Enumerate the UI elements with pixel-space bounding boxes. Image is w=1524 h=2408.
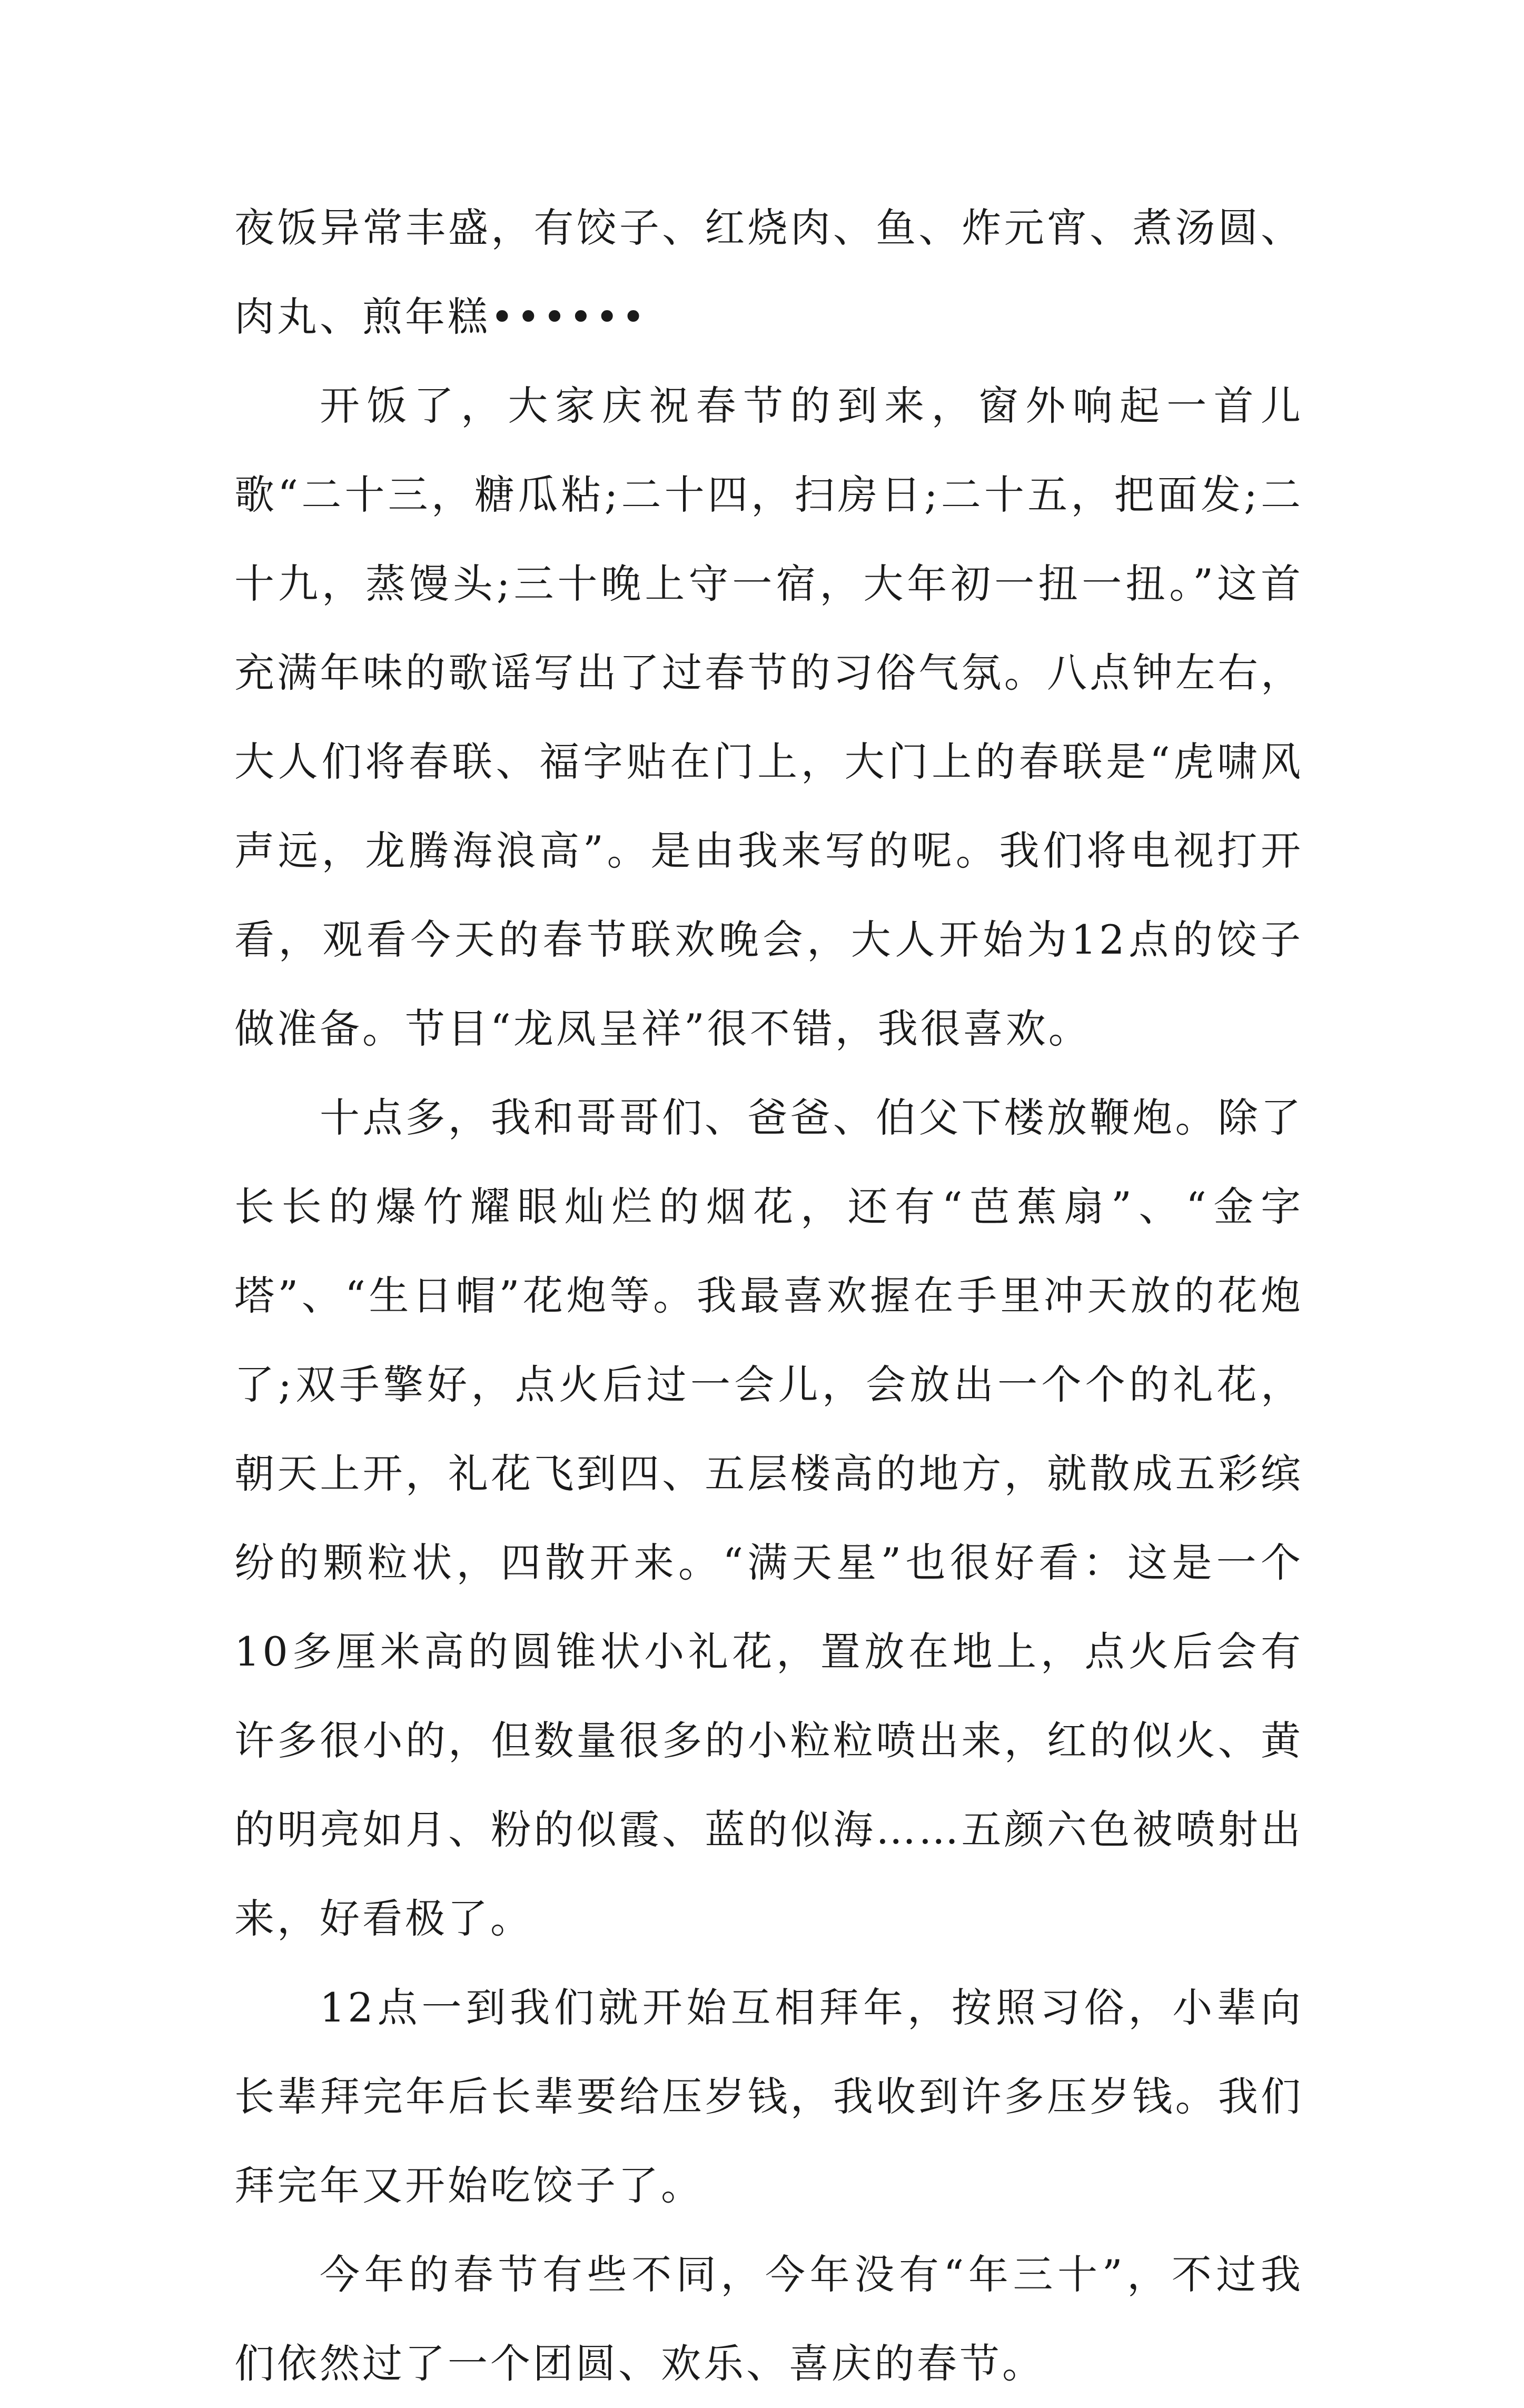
paragraph-dinner-songs: 开饭了，大家庆祝春节的到来，窗外响起一首儿歌“二十三，糖瓜粘;二十四，扫房日;二十五，把面发;二十九，蒸馒头;三十晚上守一宿，大年初一扭一扭。”这首充满年味的歌谣写出了过春节的习俗气氛。八点钟左右，大人们将春联、福字贴在门上，大门上的春联是“虎啸风声远，龙腾海浪高”。是由我来写的呢。我们将电视打开看，观看今天的春节联欢晚会，大人开始为12点的饺子做准备。节目“龙凤呈祥”很不错，我很喜欢。	[234, 382, 1303, 1052]
paragraph-conclusion: 今年的春节有些不同，今年没有“年三十”，不过我们依然过了一个团圆、欢乐、喜庆的春节。	[234, 2251, 1303, 2387]
body-text	[234, 183, 1303, 2408]
paragraph-new-year-greetings: 12点一到我们就开始互相拜年，按照习俗，小辈向长辈拜完年后长辈要给压岁钱，我收到许多压岁钱。我们拜完年又开始吃饺子了。	[234, 1984, 1303, 2209]
paragraph-fireworks: 十点多，我和哥哥们、爸爸、伯父下楼放鞭炮。除了长长的爆竹耀眼灿烂的烟花，还有“芭蕉扇”、“金字塔”、“生日帽”花炮等。我最喜欢握在手里冲天放的花炮了;双手擎好，点火后过一会儿，会放出一个个的礼花，朝天上开，礼花飞到四、五层楼高的地方，就散成五彩缤纷的颗粒状，四散开来。“满天星”也很好看：这是一个10多厘米高的圆锥状小礼花，置放在地上，点火后会有许多很小的，但数量很多的小粒粒喷出来，红的似火、黄的明亮如月、粉的似霞、蓝的似海……五颜六色被喷射出来，好看极了。	[234, 1094, 1303, 1942]
paragraph-continuation: 夜饭异常丰盛，有饺子、红烧肉、鱼、炸元宵、煮汤圆、肉丸、煎年糕••••••	[234, 204, 1303, 340]
